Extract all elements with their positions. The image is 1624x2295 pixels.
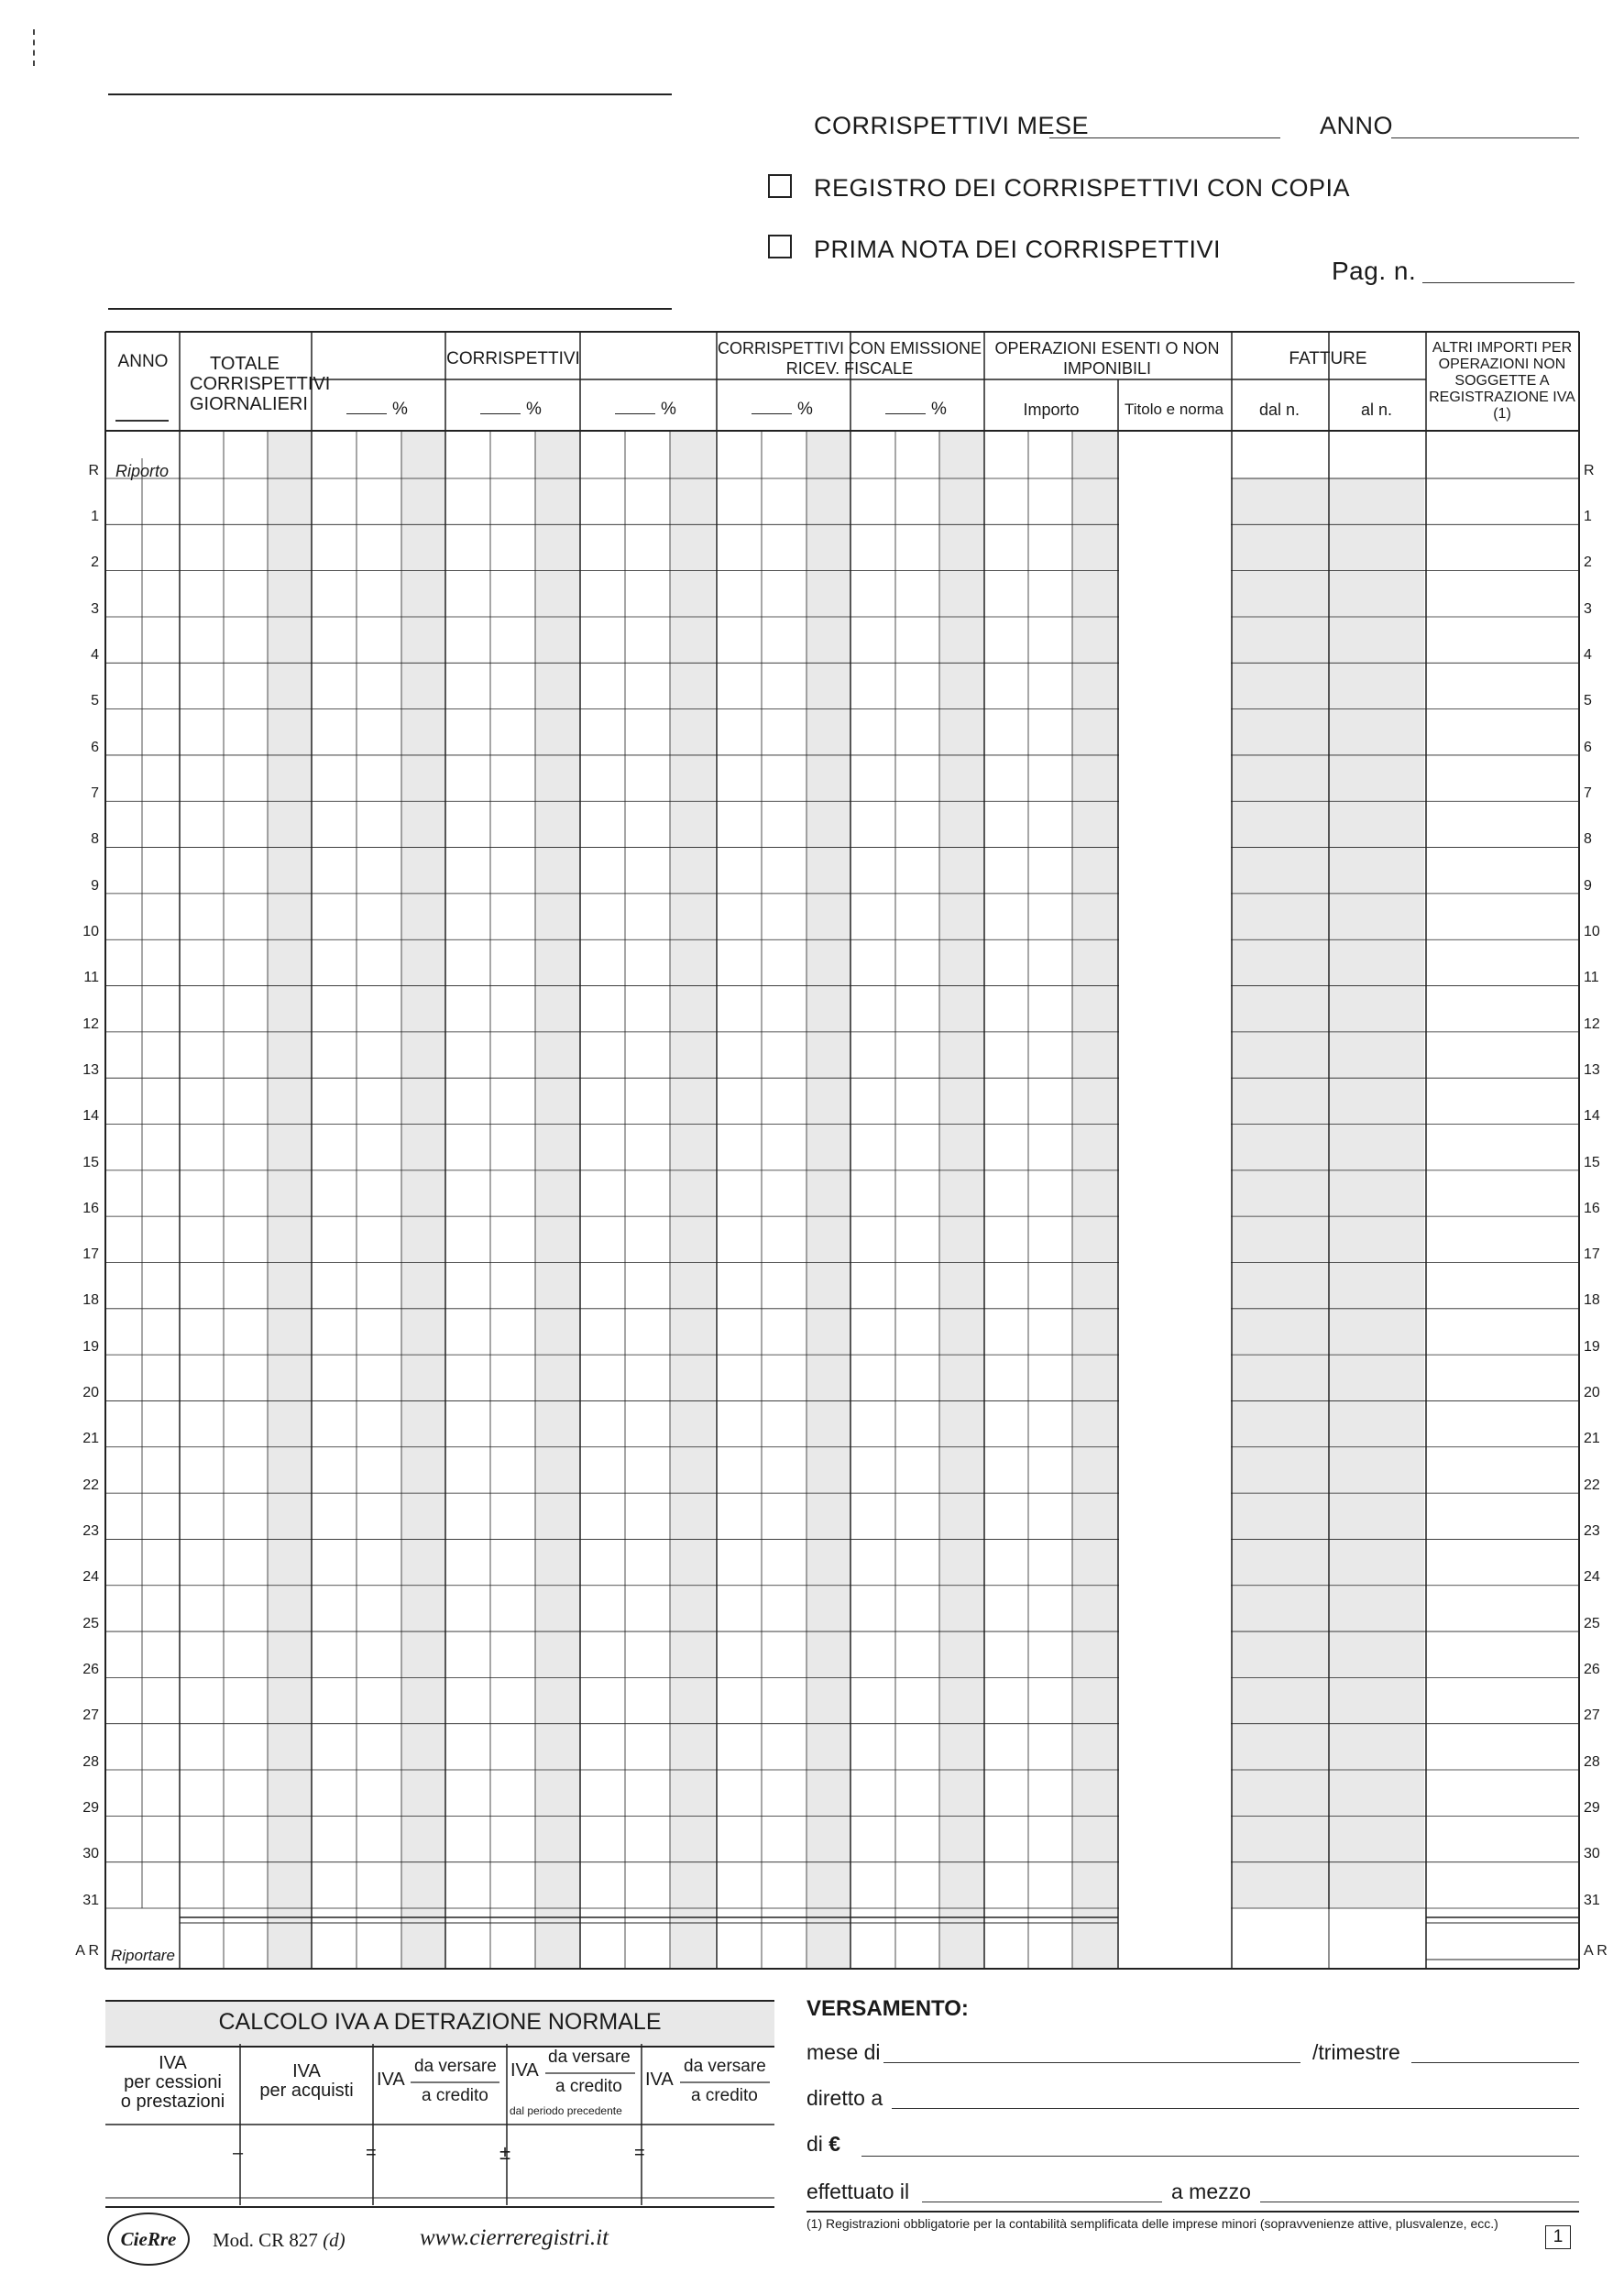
iva-versare-2-label: IVA [510,2060,539,2081]
col-esenti-header: OPERAZIONI ESENTI O NON IMPONIBILI [994,339,1220,378]
corrispettivi-mese-label: CORRISPETTIVI MESE [814,112,1090,139]
row-number-right: 26 [1584,1662,1600,1678]
anno-label: ANNO [1320,112,1394,139]
row-number-left: 6 [91,739,99,755]
row-number-left: 8 [91,831,99,848]
row-number-left: 3 [91,600,99,617]
di-label: di [807,2132,823,2156]
col-emissione-header: CORRISPETTIVI CON EMISSIONE RICEV. FISCALE [717,339,982,378]
row-number-left: 12 [82,1016,99,1032]
iva-versare-3-label: IVA [645,2070,674,2090]
col-fatture-header: FATTURE [1289,349,1367,368]
row-number-right: 17 [1584,1246,1600,1263]
col-altri-header: ALTRI IMPORTI PER OPERAZIONI NON SOGGETTE A REGISTRAZIONE IVA (1) [1429,340,1575,422]
iva-cessioni-3: o prestazioni [120,2091,225,2112]
row-number-right: 4 [1584,646,1592,663]
row-number-right: 28 [1584,1753,1600,1770]
row-number-left: 25 [82,1615,99,1631]
row-number-left: R [88,463,99,478]
row-number-left: 22 [82,1477,99,1493]
row-number-right: A R [1584,1943,1608,1959]
row-number-right: 12 [1584,1016,1600,1032]
page-number-box: 1 [1545,2225,1571,2249]
da-versare-2: da versare [548,2048,631,2067]
row-number-left: A R [75,1943,99,1959]
row-number-right: 7 [1584,785,1592,801]
model-label: Mod. CR 827 [213,2229,318,2251]
row-number-left: 24 [82,1569,99,1586]
row-number-right: 10 [1584,923,1600,939]
website-link[interactable]: www.cierreregistri.it [420,2225,609,2250]
model-suffix: (d) [323,2229,346,2251]
row-number-left: 30 [82,1846,99,1862]
col-corrispettivi-header: CORRISPETTIVI [446,349,580,368]
row-number-right: 21 [1584,1431,1600,1447]
a-credito-2: a credito [555,2077,622,2096]
calcolo-title: CALCOLO IVA A DETRAZIONE NORMALE [218,2009,662,2035]
row-number-right: 25 [1584,1615,1600,1631]
dal-header: dal n. [1258,401,1300,419]
row-number-right: 6 [1584,739,1592,755]
row-number-left: 7 [91,785,99,801]
row-number-left: 2 [91,555,99,571]
row-number-right: 16 [1584,1200,1600,1216]
pct-symbol: % [392,400,408,419]
row-number-right: 24 [1584,1569,1600,1586]
versamento-title: VERSAMENTO: [807,1996,969,2021]
effettuato-label: effettuato il [807,2180,910,2203]
al-header: al n. [1360,401,1393,419]
row-number-right: 22 [1584,1477,1600,1493]
iva-cessioni-header [105,2049,240,2115]
row-number-left: 17 [82,1246,99,1263]
op-equals-2: = [634,2143,645,2163]
a-credito-3: a credito [691,2086,758,2105]
row-number-right: 2 [1584,555,1592,571]
row-number-left: 26 [82,1662,99,1678]
row-number-right: 1 [1584,509,1592,524]
footnote: (1) Registrazioni obbligatorie per la contabilità semplificata delle imprese minori (sopravvenienze attive, plusvalenze, ecc.) [807,2216,1498,2231]
row-number-left: 23 [82,1523,99,1540]
row-number-left: 27 [82,1708,99,1724]
iva-acquisti-1: IVA [292,2061,321,2081]
row-number-left: 21 [82,1431,99,1447]
row-number-left: 28 [82,1753,99,1770]
pag-label: Pag. n. [1332,257,1417,285]
mese-di-label: mese di [807,2040,881,2064]
row-number-right: 29 [1584,1800,1600,1817]
diretto-a-field[interactable] [892,2108,1579,2109]
row-number-right: 31 [1584,1892,1600,1908]
pct-symbol: % [661,400,676,419]
iva-cessioni-2: per cessioni [124,2071,222,2092]
col-anno-header: ANNO [117,352,169,371]
da-versare-1: da versare [414,2057,497,2076]
riportare-label: Riportare [111,1947,175,1964]
euro-symbol: € [828,2132,841,2156]
titolo-header: Titolo e norma [1124,401,1224,418]
row-number-left: 13 [82,1061,99,1078]
iva-cessioni-1: IVA [159,2052,187,2073]
op-equals: = [366,2143,377,2163]
iva-acquisti-2: per acquisti [259,2081,354,2101]
row-number-left: 19 [82,1338,99,1355]
row-number-right: 3 [1584,600,1592,617]
op-minus: – [233,2143,244,2163]
prima-nota-option-label: PRIMA NOTA DEI CORRISPETTIVI [814,236,1222,263]
riporto-label: Riporto [115,462,170,480]
row-number-right: 8 [1584,831,1592,848]
row-number-right: 18 [1584,1292,1600,1309]
row-number-right: 15 [1584,1154,1600,1170]
cierre-logo [107,2213,190,2266]
row-number-right: 23 [1584,1523,1600,1540]
row-number-left: 31 [82,1892,99,1908]
row-number-left: 20 [82,1385,99,1401]
a-mezzo-label: a mezzo [1171,2180,1251,2203]
logo-text: CieRre [120,2227,177,2250]
row-number-left: 10 [82,923,99,939]
row-number-right: 13 [1584,1061,1600,1078]
importo-field[interactable] [861,2156,1579,2157]
row-number-left: 18 [82,1292,99,1309]
col-totale-label: TOTALE CORRISPETTIVI GIORNALIERI [190,354,331,414]
a-credito-1: a credito [422,2086,488,2105]
da-versare-3: da versare [684,2057,766,2076]
row-number-right: 5 [1584,693,1592,709]
trimestre-label: /trimestre [1312,2040,1400,2064]
pct-symbol: % [797,400,813,419]
versamento-bottom-rule [807,2211,1579,2213]
row-number-right: 30 [1584,1846,1600,1862]
row-number-left: 4 [91,646,99,663]
row-number-left: 29 [82,1800,99,1817]
row-number-left: 9 [91,877,99,894]
diretto-a-label: diretto a [807,2086,883,2110]
di-euro-label [807,2132,840,2157]
row-number-right: 19 [1584,1338,1600,1355]
row-number-left: 16 [82,1200,99,1216]
row-number-right: 27 [1584,1708,1600,1724]
pct-symbol: % [931,400,947,419]
registro-option-label: REGISTRO DEI CORRISPETTIVI CON COPIA [814,174,1351,202]
row-number-left: 1 [91,509,99,524]
row-number-right: R [1584,463,1595,478]
row-number-right: 14 [1584,1108,1600,1125]
row-number-left: 11 [83,970,99,986]
pct-symbol: % [526,400,542,419]
importo-header: Importo [1023,401,1080,419]
dal-periodo-label: dal periodo precedente [510,2104,622,2117]
row-number-right: 20 [1584,1385,1600,1401]
row-number-left: 14 [82,1108,99,1125]
op-plusminus: ± [499,2141,511,2164]
mese-di-field[interactable] [883,2062,1300,2063]
model-code [213,2229,346,2252]
row-number-left: 15 [82,1154,99,1170]
row-number-right: 11 [1584,970,1599,986]
row-number-left: 5 [91,693,99,709]
iva-versare-1-label: IVA [377,2070,405,2090]
iva-acquisti-header [240,2059,373,2104]
trimestre-field[interactable] [1411,2062,1579,2063]
row-number-right: 9 [1584,877,1592,894]
